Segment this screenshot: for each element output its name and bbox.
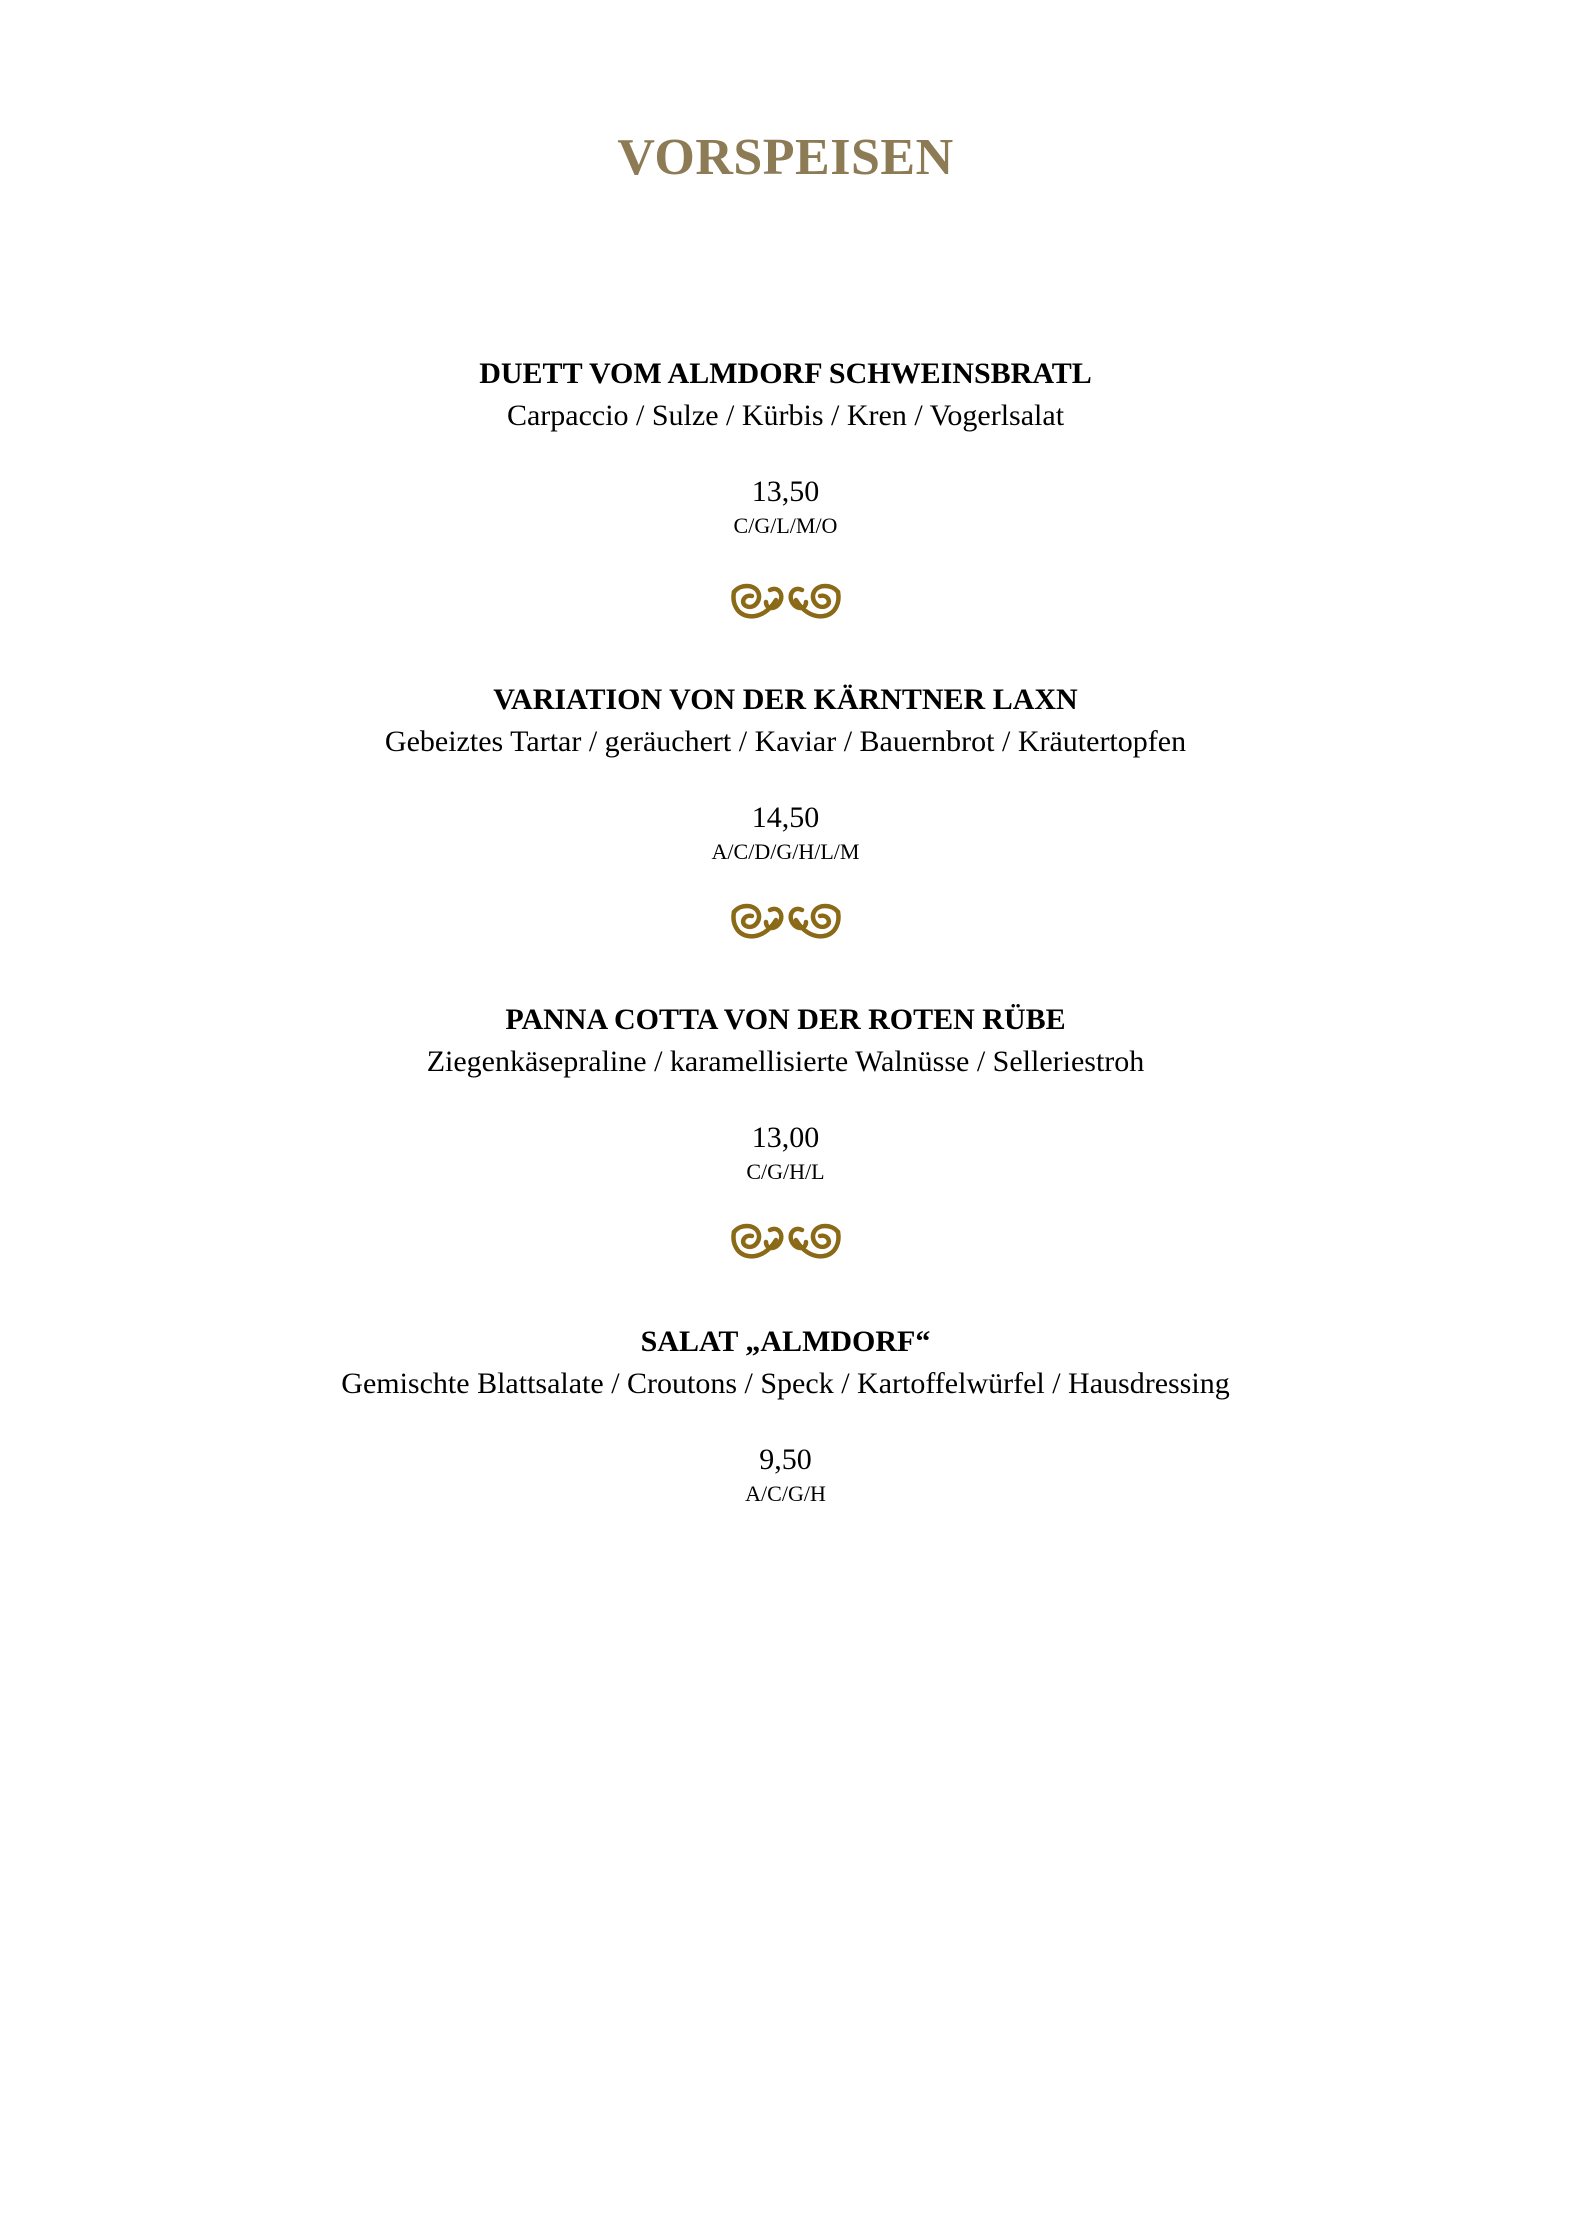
dish-item	[0, 354, 1571, 540]
dish-price: 13,50	[751, 475, 820, 508]
dish-allergens: C/G/L/M/O	[733, 513, 838, 538]
dish-item	[0, 1322, 1571, 1508]
dish-price: 13,00	[751, 1121, 820, 1154]
dish-name: SALAT „ALMDORF“	[640, 1325, 931, 1358]
dish-description: Ziegenkäsepraline / karamellisierte Walnüsse / Selleriestroh	[426, 1045, 1145, 1078]
dish-description: Gemischte Blattsalate / Croutons / Speck / Kartoffelwürfel / Hausdressing	[341, 1367, 1230, 1400]
fleuron-divider-icon	[0, 580, 1571, 622]
dish-name: PANNA COTTA VON DER ROTEN RÜBE	[505, 1003, 1066, 1036]
dish-allergens: C/G/H/L	[746, 1159, 825, 1184]
fleuron-divider-icon	[0, 900, 1571, 942]
dish-price: 9,50	[759, 1443, 812, 1476]
dish-name: DUETT VOM ALMDORF SCHWEINSBRATL	[479, 357, 1092, 390]
dish-description: Gebeiztes Tartar / geräuchert / Kaviar / Bauernbrot / Kräutertopfen	[384, 725, 1187, 758]
dish-allergens: A/C/D/G/H/L/M	[711, 839, 860, 864]
fleuron-divider-icon	[0, 1220, 1571, 1262]
dish-item	[0, 1000, 1571, 1186]
page-title: VORSPEISEN	[617, 129, 954, 186]
dish-name: VARIATION VON DER KÄRNTNER LAXN	[493, 683, 1078, 716]
dish-item	[0, 680, 1571, 866]
dish-description: Carpaccio / Sulze / Kürbis / Kren / Vogerlsalat	[506, 399, 1065, 432]
dish-price: 14,50	[751, 801, 820, 834]
dish-allergens: A/C/G/H	[745, 1481, 826, 1506]
